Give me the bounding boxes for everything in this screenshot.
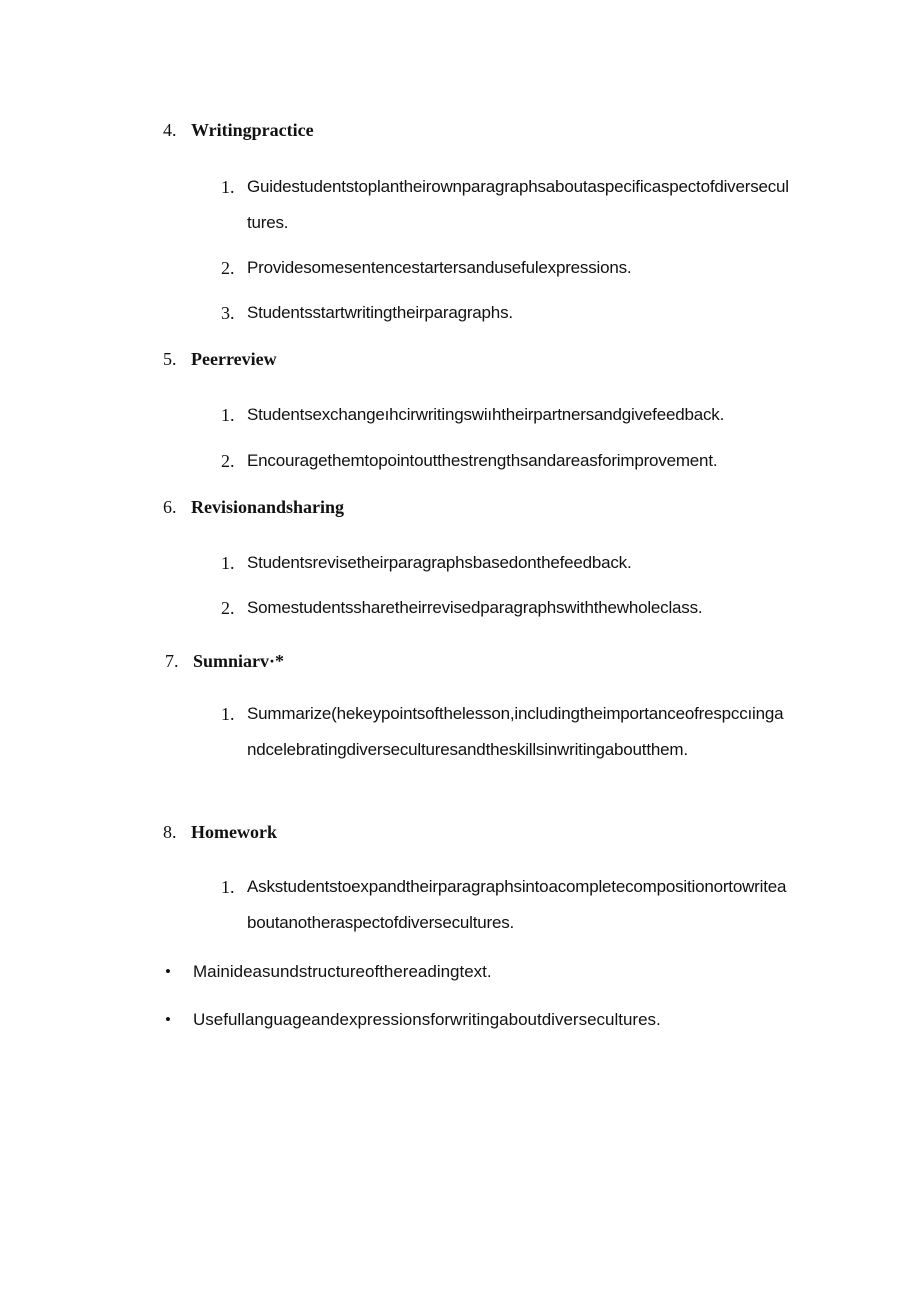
item-text: Askstudentstoexpandtheirparagraphsintoacompletecompositionortowriteaboutanotheraspectofdiversecultures.: [247, 877, 787, 932]
section-heading-homework: [163, 821, 277, 843]
section-title: Revisionandsharing: [191, 497, 345, 517]
section-heading-revision-and-sharing: [163, 496, 344, 518]
item-number: 3.: [221, 303, 235, 323]
section-title: Homework: [191, 822, 277, 842]
item-text: Providesomesentencestartersandusefulexpressions.: [247, 258, 632, 277]
bullet-item: [165, 1009, 661, 1031]
bullet-icon: •: [165, 962, 171, 981]
item-number: 2.: [221, 258, 235, 278]
section-heading-writing-practice: [163, 119, 314, 141]
section-title: Peerreview: [191, 349, 277, 369]
item-number: 1.: [221, 553, 235, 573]
list-item: [221, 295, 791, 331]
bullet-item: [165, 961, 492, 983]
item-text: Studentsrevisetheirparagraphsbasedonthefeedback.: [247, 553, 632, 572]
section-number: 7.: [165, 651, 179, 671]
item-text: Studentsexchangeıhcirwritingswiıhtheirpartnersandgivefeedback.: [247, 405, 725, 424]
section-number: 4.: [163, 120, 177, 140]
item-number: 2.: [221, 451, 235, 471]
bullet-text: Mainideasundstructureofthereadingtext.: [193, 962, 492, 981]
section-title: Writingpractice: [191, 120, 314, 140]
item-text: Guidestudentstoplantheirownparagraphsaboutaspecificaspectofdiversecultures.: [247, 177, 789, 232]
item-number: 2.: [221, 598, 235, 618]
item-text: Studentsstartwritingtheirparagraphs.: [247, 303, 513, 322]
item-text: Summarize(hekeypointsofthelesson,includingtheimportanceofrespccıingandcelebratingdiverseculturesandtheskillsinwritingaboutthem.: [247, 704, 784, 759]
bullet-text: Usefullanguageandexpressionsforwritingaboutdiversecultures.: [193, 1010, 661, 1029]
section-heading-peer-review: [163, 348, 277, 370]
item-text: Encouragethemtopointoutthestrengthsandareasforimprovement.: [247, 451, 718, 470]
list-item: [221, 443, 791, 479]
list-item: [221, 250, 791, 286]
bullet-icon: •: [165, 1010, 171, 1029]
section-heading-summary: [165, 650, 284, 672]
item-number: 1.: [221, 704, 235, 724]
item-number: 1.: [221, 177, 235, 197]
item-number: 1.: [221, 405, 235, 425]
list-item: [221, 869, 791, 941]
item-text: Somestudentssharetheirrevisedparagraphswiththewholeclass.: [247, 598, 703, 617]
section-number: 6.: [163, 497, 177, 517]
section-number: 5.: [163, 349, 177, 369]
list-item: [221, 169, 791, 241]
list-item: [221, 590, 791, 626]
list-item: [221, 397, 791, 433]
item-number: 1.: [221, 877, 235, 897]
list-item: [221, 545, 791, 581]
section-number: 8.: [163, 822, 177, 842]
list-item: [221, 696, 791, 768]
section-title: Sumniarv·*: [193, 651, 285, 671]
